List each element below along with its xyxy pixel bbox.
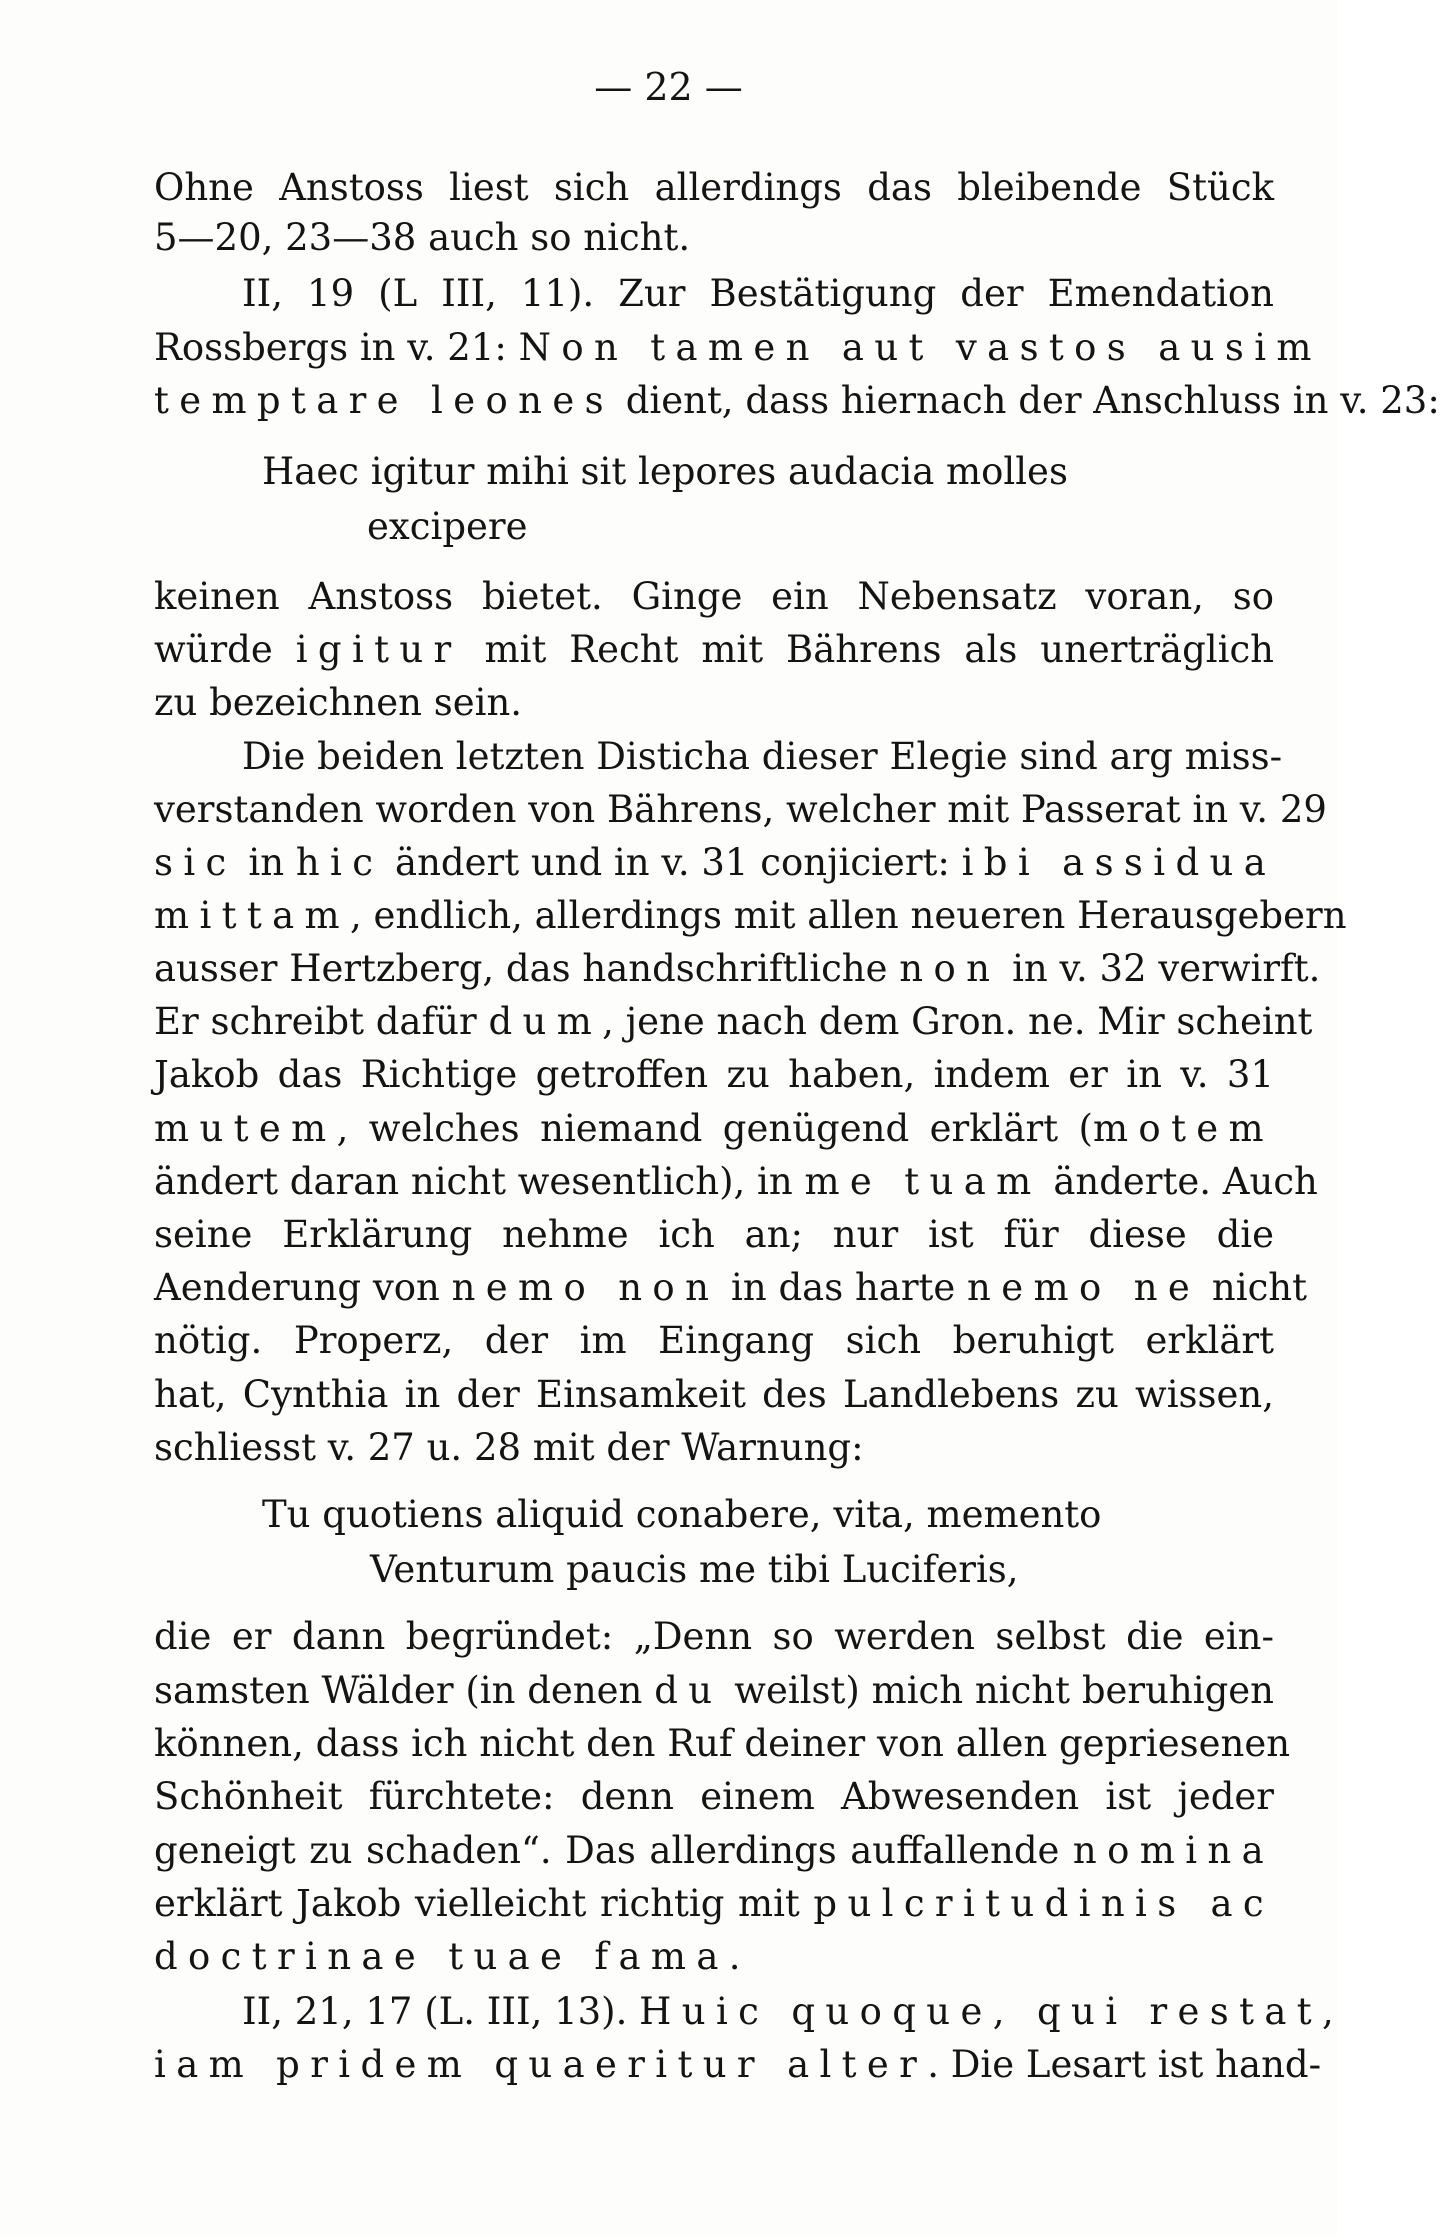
text-line: verstanden worden von Bährens, welcher mit Passerat in v. 29 xyxy=(154,788,1327,831)
verse-line: Venturum paucis me tibi Luciferis, xyxy=(370,1548,1019,1591)
spaced-emphasis: dum xyxy=(488,1000,603,1043)
text-line: sic in hic ändert und in v. 31 conjiciert: ibi assidua xyxy=(154,841,1277,884)
text-line: würde igitur mit Recht mit Bährens als unerträglich xyxy=(154,628,1274,671)
text-line: hat, Cynthia in der Einsamkeit des Landlebens zu wissen, xyxy=(154,1373,1274,1416)
spaced-emphasis: pulcritudinis ac xyxy=(813,1882,1275,1925)
text-line: die er dann begründet: „Denn so werden selbst die ein- xyxy=(154,1615,1274,1658)
spaced-emphasis: mutem xyxy=(154,1107,337,1150)
text-line: temptare leones dient, dass hiernach der Anschluss in v. 23: xyxy=(154,379,1440,422)
spaced-emphasis: sic xyxy=(154,841,237,884)
spaced-emphasis: du xyxy=(654,1669,723,1712)
spaced-emphasis: doctrinae tuae fama xyxy=(154,1935,729,1978)
text-line: 5—20, 23—38 auch so nicht. xyxy=(154,216,691,259)
text-line: doctrinae tuae fama. xyxy=(154,1935,741,1978)
page-number: — 22 — xyxy=(594,65,743,109)
text-line: iam pridem quaeritur alter. Die Lesart ist hand- xyxy=(154,2043,1322,2086)
spaced-emphasis: ibi assidua xyxy=(961,841,1277,884)
spaced-emphasis: motem xyxy=(1092,1107,1274,1150)
spaced-emphasis: nomina xyxy=(1072,1829,1274,1872)
text-line: Er schreibt dafür dum, jene nach dem Gron. ne. Mir scheint xyxy=(154,1000,1313,1043)
spaced-emphasis: non xyxy=(899,947,1001,990)
text-line: ändert daran nicht wesentlich), in me tuam änderte. Auch xyxy=(154,1160,1318,1203)
text-line: Jakob das Richtige getroffen zu haben, indem er in v. 31 xyxy=(154,1053,1274,1096)
verse-line: Haec igitur mihi sit lepores audacia molles xyxy=(262,450,1068,493)
text-line: Rossbergs in v. 21: Non tamen aut vastos ausim xyxy=(154,326,1322,369)
spaced-emphasis: hic xyxy=(295,841,384,884)
text-line: Aenderung von nemo non in das harte nemo ne nicht xyxy=(154,1266,1308,1309)
text-line: mittam, endlich, allerdings mit allen neueren Herausgebern xyxy=(154,894,1347,937)
spaced-emphasis: temptare leones xyxy=(154,379,614,422)
text-line: Ohne Anstoss liest sich allerdings das bleibende Stück xyxy=(154,166,1274,209)
spaced-emphasis: mittam xyxy=(154,894,350,937)
text-line: II, 21, 17 (L. III, 13). Huic quoque, qui restat, xyxy=(242,1990,1345,2033)
spaced-emphasis: me tuam xyxy=(804,1160,1042,1203)
spaced-emphasis: Non tamen aut vastos ausim xyxy=(518,326,1322,369)
spaced-emphasis: iam pridem quaeritur alter xyxy=(154,2043,928,2086)
text-line: schliesst v. 27 u. 28 mit der Warnung: xyxy=(154,1426,864,1469)
text-line: mutem, welches niemand genügend erklärt (motem xyxy=(154,1107,1274,1150)
text-line: können, dass ich nicht den Ruf deiner von allen gepriesenen xyxy=(154,1722,1291,1765)
verse-line: Tu quotiens aliquid conabere, vita, memento xyxy=(262,1493,1102,1536)
spaced-emphasis: igitur xyxy=(295,628,462,671)
spaced-emphasis: nemo non xyxy=(451,1266,720,1309)
text-line: keinen Anstoss bietet. Ginge ein Nebensatz voran, so xyxy=(154,575,1274,618)
spaced-emphasis: nemo ne xyxy=(967,1266,1201,1309)
spaced-emphasis: Huic quoque, qui restat, xyxy=(639,1990,1345,2033)
text-line: Die beiden letzten Disticha dieser Elegie sind arg miss- xyxy=(242,735,1283,778)
text-line: erklärt Jakob vielleicht richtig mit pulcritudinis ac xyxy=(154,1882,1275,1925)
text-line: geneigt zu schaden“. Das allerdings auffallende nomina xyxy=(154,1829,1274,1872)
verse-line: excipere xyxy=(367,505,528,548)
text-line: Schönheit fürchtete: denn einem Abwesenden ist jeder xyxy=(154,1775,1274,1818)
text-line: II, 19 (L III, 11). Zur Bestätigung der Emendation xyxy=(242,272,1274,315)
text-line: zu bezeichnen sein. xyxy=(154,681,523,724)
text-line: ausser Hertzberg, das handschriftliche non in v. 32 verwirft. xyxy=(154,947,1321,990)
text-line: nötig. Properz, der im Eingang sich beruhigt erklärt xyxy=(154,1319,1274,1362)
text-line: samsten Wälder (in denen du weilst) mich nicht beruhigen xyxy=(154,1669,1274,1712)
text-line: seine Erklärung nehme ich an; nur ist für diese die xyxy=(154,1213,1274,1256)
